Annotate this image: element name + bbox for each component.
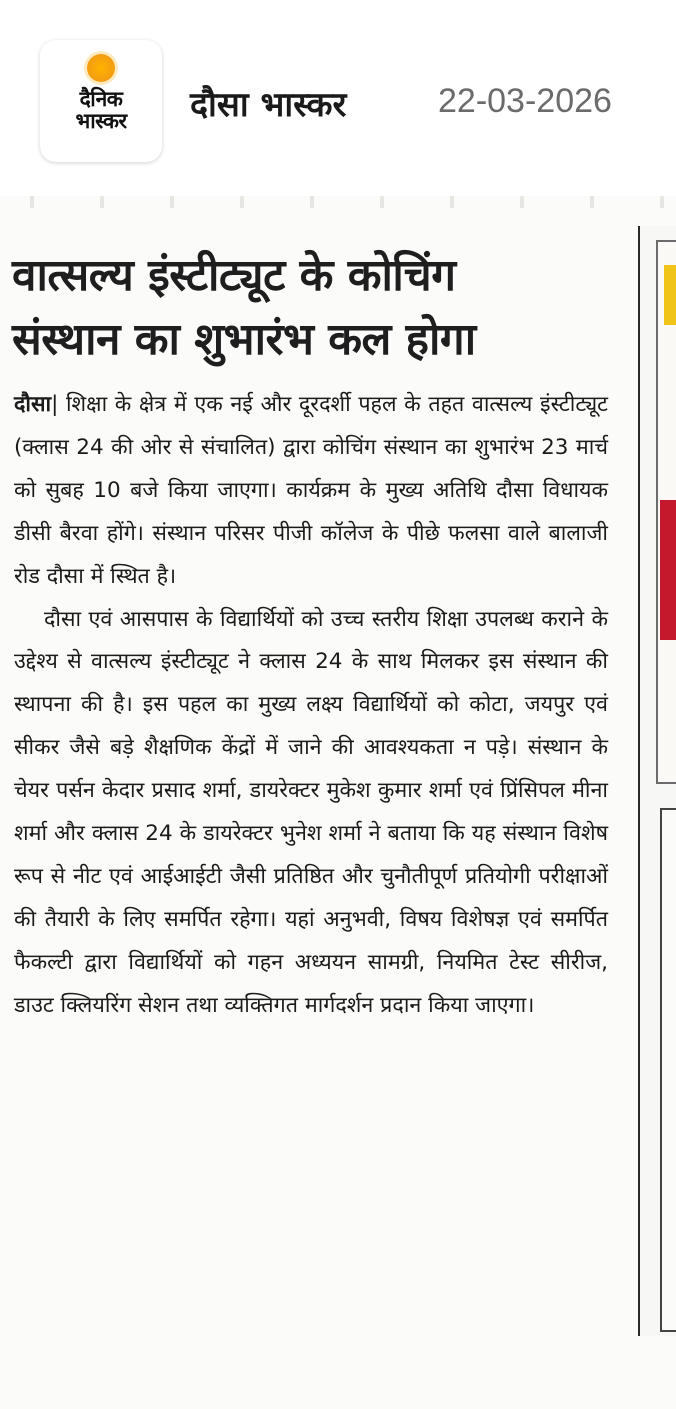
- headline-line-1: वात्सल्य इंस्टीट्यूट के कोचिंग: [12, 250, 456, 301]
- headline-line-2: संस्थान का शुभारंभ कल होगा: [12, 314, 476, 365]
- dateline-separator: |: [51, 392, 66, 417]
- dateline: दौसा: [14, 392, 52, 417]
- article-paragraph-2: दौसा एवं आसपास के विद्यार्थियों को उच्च स्तरीय शिक्षा उपलब्ध कराने के उद्देश्य से वात्सल्य इंस्टीट्यूट ने क्लास 24 के साथ मिलकर इस संस्थान की स्थापना की है। इस पहल का मुख्य लक्ष्य विद्यार्थियों को कोटा, जयपुर एवं सीकर जैसे बड़े शैक्षणिक केंद्रों में जाने की आवश्यकता न पड़े। संस्थान के चेयर पर्सन केदार प्रसाद शर्मा, डायरेक्टर मुकेश कुमार शर्मा एवं प्रिंसिपल मीना शर्मा और क्लास 24 के डायरेक्टर भुनेश शर्मा ने बताया कि यह संस्थान विशेष रूप से नीट एवं आईआईटी जैसी प्रतिष्ठित और चुनौतीपूर्ण प्रतियोगी परीक्षाओं की तैयारी के लिए समर्पित रहेगा। यहां अनुभवी, विषय विशेषज्ञ एवं समर्पित फैकल्टी द्वारा विद्यार्थियों को गहन अध्ययन सामग्री, नियमित टेस्ट सीरीज, डाउट क्लियरिंग सेशन तथा व्यक्तिगत मार्गदर्शन प्रदान किया जाएगा।: [14, 606, 609, 1018]
- sun-icon: [87, 54, 115, 82]
- article-paragraph-1: [14, 384, 608, 599]
- article-body: [14, 384, 608, 1028]
- edition-date: 22-03-2026: [438, 82, 612, 120]
- logo-line-2: भास्कर: [75, 109, 127, 133]
- adjacent-red-block: [660, 500, 676, 640]
- adjacent-news-box: [660, 808, 676, 1332]
- logo-line-1: दैनिक: [79, 87, 123, 111]
- torn-edge-strip: [0, 196, 676, 208]
- dainik-bhaskar-logo[interactable]: [40, 40, 162, 162]
- app-header: [0, 0, 676, 190]
- article-headline: [12, 244, 622, 372]
- adjacent-yellow-block: [664, 265, 676, 325]
- logo-text: [75, 88, 126, 132]
- edition-title: दौसा भास्कर: [190, 85, 347, 125]
- paragraph-1-text: शिक्षा के क्षेत्र में एक नई और दूरदर्शी पहल के तहत वात्सल्य इंस्टीट्यूट (क्लास 24 की ओर से संचालित) द्वारा कोचिंग संस्थान का शुभारंभ 23 मार्च को सुबह 10 बजे किया जाएगा। कार्यक्रम के मुख्य अतिथि दौसा विधायक डीसी बैरवा होंगे। संस्थान परिसर पीजी कॉलेज के पीछे फलसा वाले बालाजी रोड दौसा में स्थित है।: [14, 392, 608, 589]
